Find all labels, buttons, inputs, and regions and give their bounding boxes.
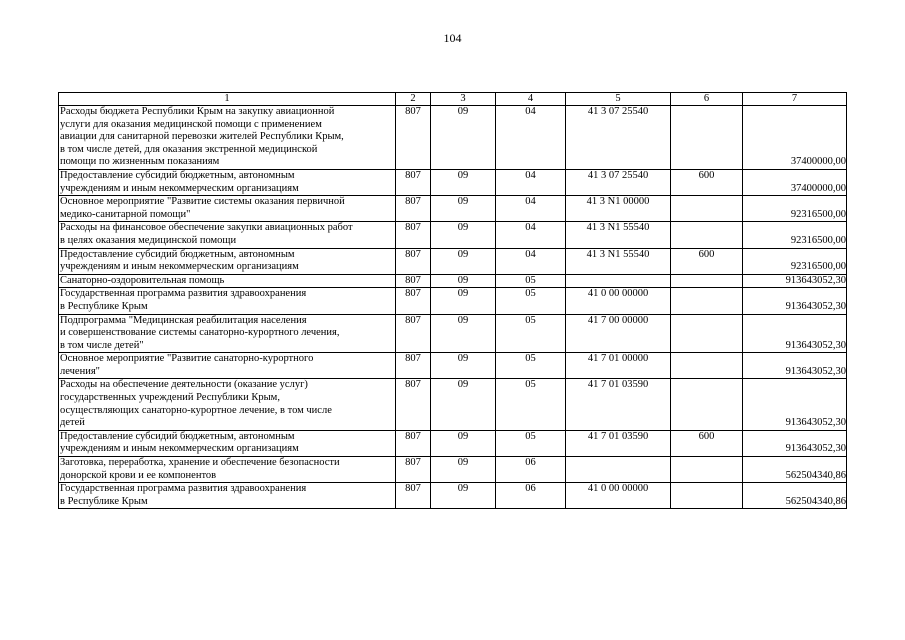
cell-target-article: 41 3 N1 55540 [566, 222, 671, 248]
cell-section: 09 [431, 106, 496, 170]
cell-target-article: 41 7 01 03590 [566, 379, 671, 430]
cell-target-article: 41 7 01 03590 [566, 430, 671, 456]
cell-amount: 562504340,86 [743, 483, 847, 509]
cell-subsection: 05 [496, 353, 566, 379]
row-name: Предоставление субсидий бюджетным, автономным учреждениям и иным некоммерческим организациям [59, 248, 396, 274]
table-row [59, 222, 847, 248]
header-cell-1: 1 [59, 93, 396, 106]
cell-section: 09 [431, 430, 496, 456]
cell-amount: 913643052,30 [743, 353, 847, 379]
cell-admin-code: 807 [396, 248, 431, 274]
row-name: Предоставление субсидий бюджетным, автономным учреждениям и иным некоммерческим организациям [59, 430, 396, 456]
cell-target-article [566, 274, 671, 288]
cell-subsection: 06 [496, 457, 566, 483]
cell-subsection: 04 [496, 248, 566, 274]
header-cell-2: 2 [396, 93, 431, 106]
cell-amount: 562504340,86 [743, 457, 847, 483]
cell-admin-code: 807 [396, 288, 431, 314]
header-cell-6: 6 [671, 93, 743, 106]
table-row [59, 274, 847, 288]
cell-expense-type [671, 483, 743, 509]
cell-admin-code: 807 [396, 353, 431, 379]
row-name: Основное мероприятие "Развитие санаторно-курортного лечения" [59, 353, 396, 379]
cell-section: 09 [431, 248, 496, 274]
table-row [59, 430, 847, 456]
cell-subsection: 04 [496, 196, 566, 222]
row-name: Основное мероприятие "Развитие системы оказания первичной медико-санитарной помощи" [59, 196, 396, 222]
header-cell-5: 5 [566, 93, 671, 106]
cell-section: 09 [431, 483, 496, 509]
table-row [59, 457, 847, 483]
cell-section: 09 [431, 314, 496, 353]
cell-target-article: 41 0 00 00000 [566, 288, 671, 314]
cell-admin-code: 807 [396, 379, 431, 430]
cell-section: 09 [431, 379, 496, 430]
row-name: Государственная программа развития здравоохранения в Республике Крым [59, 288, 396, 314]
table-row [59, 248, 847, 274]
row-name: Расходы бюджета Республики Крым на закупку авиационной услуги для оказания медицинской помощи с применением авиации для санитарной перевозки жителей Республики Крым, в том числе детей, для оказания экстренной медицинской помощи по жизненным показаниям [59, 106, 396, 170]
cell-subsection: 05 [496, 314, 566, 353]
page-number: 104 [443, 31, 462, 45]
table-row [59, 106, 847, 170]
cell-expense-type [671, 274, 743, 288]
cell-subsection: 05 [496, 274, 566, 288]
cell-admin-code: 807 [396, 483, 431, 509]
header-cell-3: 3 [431, 93, 496, 106]
cell-target-article: 41 7 01 00000 [566, 353, 671, 379]
row-name: Санаторно-оздоровительная помощь [59, 274, 396, 288]
row-name: Расходы на обеспечение деятельности (оказание услуг) государственных учреждений Республики Крым, осуществляющих санаторно-курортное лечение, в том числе детей [59, 379, 396, 430]
cell-subsection: 04 [496, 222, 566, 248]
cell-section: 09 [431, 274, 496, 288]
cell-section: 09 [431, 288, 496, 314]
cell-expense-type: 600 [671, 169, 743, 195]
table-row [59, 483, 847, 509]
cell-admin-code: 807 [396, 430, 431, 456]
cell-expense-type [671, 379, 743, 430]
cell-section: 09 [431, 196, 496, 222]
cell-expense-type [671, 196, 743, 222]
cell-section: 09 [431, 457, 496, 483]
table-row [59, 196, 847, 222]
table-row [59, 314, 847, 353]
cell-target-article: 41 3 N1 55540 [566, 248, 671, 274]
cell-target-article: 41 0 00 00000 [566, 483, 671, 509]
table-row [59, 379, 847, 430]
row-name: Предоставление субсидий бюджетным, автономным учреждениям и иным некоммерческим организациям [59, 169, 396, 195]
cell-admin-code: 807 [396, 196, 431, 222]
cell-expense-type [671, 457, 743, 483]
row-name: Расходы на финансовое обеспечение закупки авиационных работ в целях оказания медицинской помощи [59, 222, 396, 248]
cell-subsection: 05 [496, 288, 566, 314]
cell-amount: 92316500,00 [743, 222, 847, 248]
budget-table [58, 92, 847, 509]
cell-subsection: 06 [496, 483, 566, 509]
cell-amount: 913643052,30 [743, 288, 847, 314]
cell-amount: 913643052,30 [743, 379, 847, 430]
header-cell-4: 4 [496, 93, 566, 106]
cell-target-article: 41 3 07 25540 [566, 169, 671, 195]
cell-amount: 913643052,30 [743, 430, 847, 456]
cell-admin-code: 807 [396, 457, 431, 483]
header-row [59, 93, 847, 106]
row-name: Заготовка, переработка, хранение и обеспечение безопасности донорской крови и ее компонентов [59, 457, 396, 483]
cell-expense-type: 600 [671, 430, 743, 456]
cell-expense-type [671, 353, 743, 379]
cell-expense-type [671, 288, 743, 314]
cell-amount: 92316500,00 [743, 196, 847, 222]
table-row [59, 353, 847, 379]
cell-admin-code: 807 [396, 106, 431, 170]
cell-target-article: 41 7 00 00000 [566, 314, 671, 353]
cell-admin-code: 807 [396, 274, 431, 288]
cell-subsection: 04 [496, 169, 566, 195]
cell-expense-type [671, 222, 743, 248]
cell-expense-type: 600 [671, 248, 743, 274]
cell-admin-code: 807 [396, 169, 431, 195]
table-row [59, 288, 847, 314]
table-row [59, 169, 847, 195]
cell-expense-type [671, 106, 743, 170]
cell-amount: 92316500,00 [743, 248, 847, 274]
row-name: Подпрограмма "Медицинская реабилитация населения и совершенствование системы санаторно-курортного лечения, в том числе детей" [59, 314, 396, 353]
cell-target-article [566, 457, 671, 483]
cell-admin-code: 807 [396, 222, 431, 248]
cell-subsection: 05 [496, 430, 566, 456]
header-cell-7: 7 [743, 93, 847, 106]
cell-amount: 913643052,30 [743, 274, 847, 288]
cell-subsection: 04 [496, 106, 566, 170]
row-name: Государственная программа развития здравоохранения в Республике Крым [59, 483, 396, 509]
cell-section: 09 [431, 222, 496, 248]
cell-section: 09 [431, 169, 496, 195]
cell-amount: 37400000,00 [743, 169, 847, 195]
cell-amount: 913643052,30 [743, 314, 847, 353]
cell-admin-code: 807 [396, 314, 431, 353]
cell-target-article: 41 3 07 25540 [566, 106, 671, 170]
cell-target-article: 41 3 N1 00000 [566, 196, 671, 222]
cell-subsection: 05 [496, 379, 566, 430]
cell-section: 09 [431, 353, 496, 379]
cell-amount: 37400000,00 [743, 106, 847, 170]
cell-expense-type [671, 314, 743, 353]
